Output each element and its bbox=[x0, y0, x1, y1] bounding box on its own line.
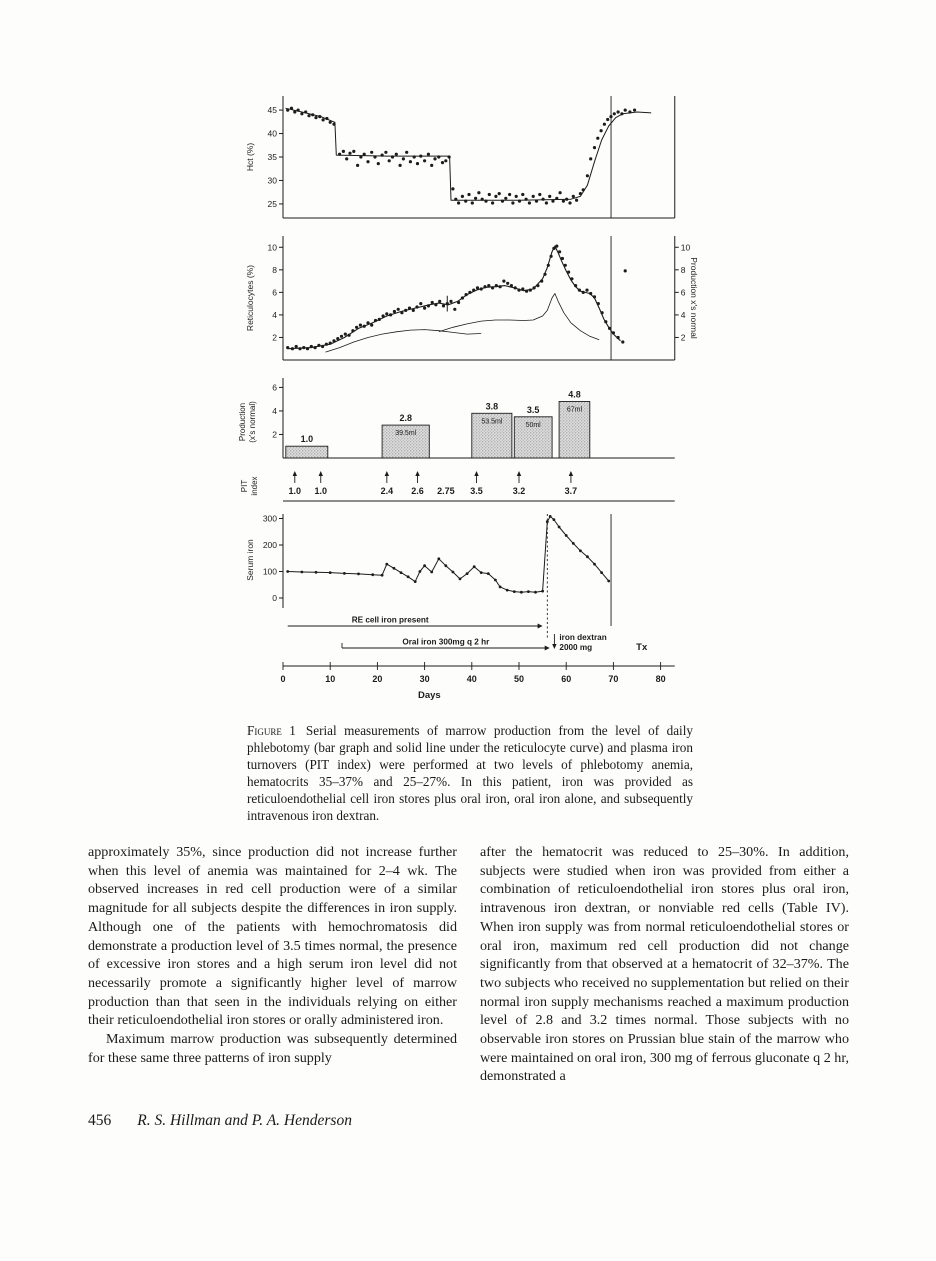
svg-text:20: 20 bbox=[372, 674, 383, 684]
svg-text:80: 80 bbox=[655, 674, 666, 684]
svg-text:2.4: 2.4 bbox=[380, 486, 394, 496]
svg-text:50ml: 50ml bbox=[525, 421, 541, 429]
svg-text:Days: Days bbox=[417, 690, 441, 701]
svg-text:(x's normal): (x's normal) bbox=[248, 401, 257, 443]
svg-text:70: 70 bbox=[608, 674, 619, 684]
svg-text:4: 4 bbox=[272, 309, 277, 320]
svg-text:Reticulocytes (%): Reticulocytes (%) bbox=[245, 264, 255, 332]
svg-text:39.5ml: 39.5ml bbox=[395, 430, 417, 438]
svg-text:2: 2 bbox=[680, 332, 686, 343]
svg-text:10: 10 bbox=[267, 242, 277, 253]
svg-text:6: 6 bbox=[680, 287, 686, 298]
figure-caption bbox=[247, 722, 693, 824]
svg-text:0: 0 bbox=[272, 593, 277, 603]
svg-text:Oral iron 300mg q 2 hr: Oral iron 300mg q 2 hr bbox=[402, 637, 490, 647]
svg-text:1.0: 1.0 bbox=[314, 486, 328, 496]
figure-1 bbox=[233, 90, 703, 715]
svg-text:100: 100 bbox=[262, 566, 277, 577]
svg-text:RE cell iron present: RE cell iron present bbox=[351, 615, 429, 625]
svg-text:10: 10 bbox=[325, 674, 336, 684]
figure-caption-text: Serial measurements of marrow production from the level of daily phlebotomy (bar graph and solid line under the reticulocyte curve) and plasma iron turnovers (PIT index) were performed at two levels of phlebotomy anemia, hematocrits 35–37% and 25–27%. In this patient, iron was provided as reticuloendothelial cell iron stores plus oral iron, oral iron alone, and subsequently intravenous iron dextran. bbox=[247, 723, 693, 823]
paragraph: Maximum marrow production was subsequently determined for these same three patterns of iron supply bbox=[88, 1031, 457, 1066]
svg-text:1.0: 1.0 bbox=[288, 486, 302, 496]
svg-text:Production: Production bbox=[238, 402, 247, 442]
svg-text:35: 35 bbox=[267, 152, 277, 162]
svg-text:iron dextran: iron dextran bbox=[559, 633, 607, 642]
svg-text:3.2: 3.2 bbox=[512, 486, 526, 496]
svg-text:3.7: 3.7 bbox=[564, 486, 578, 496]
svg-text:10: 10 bbox=[680, 242, 691, 253]
svg-text:Serum iron: Serum iron bbox=[245, 539, 255, 581]
svg-text:4: 4 bbox=[272, 405, 277, 416]
paragraph: after the hematocrit was reduced to 25–30%. In addition, subjects were studied when iron was provided from either a combination of reticuloendothelial iron stores plus oral iron, intravenous iron dextran, or nonviable red cells (Table IV). When iron supply was from normal reticuloendothelial stores or oral iron, maximum red cell production did not change significantly from that observed at a hematocrit of 32–37%. The two subjects who received no supplementation but relied on their normal iron supply mechanisms reached a maximum production level of 2.8 and 3.2 times normal. Those subjects with no observable iron stores on Prussian blue stain of the marrow who were maintained on oral iron, 300 mg of ferrous gluconate q 2 hr, demonstrated a bbox=[480, 844, 849, 1085]
page-footer bbox=[88, 1112, 352, 1130]
svg-text:Tx: Tx bbox=[636, 642, 648, 653]
svg-text:45: 45 bbox=[267, 105, 277, 116]
svg-text:50: 50 bbox=[513, 674, 525, 684]
svg-text:6: 6 bbox=[272, 382, 277, 393]
svg-text:60: 60 bbox=[561, 674, 572, 684]
paragraph: approximately 35%, since production did not increase further when this level of anemia was maintained for 2–4 wk. The observed increases in red cell production were of a similar magnitude for all subjects despite the differences in iron supply. Although one of the patients with hemochromatosis did demonstrate a production level of 3.5 times normal, the presence of excessive iron stores and a high serum iron level did not necessarily promote a significantly higher level of marrow production than that seen in the individuals relying on either their reticuloendothelial iron stores or orally administered iron. bbox=[88, 844, 457, 1029]
svg-text:40: 40 bbox=[267, 128, 277, 139]
running-authors: R. S. Hillman and P. A. Henderson bbox=[137, 1112, 352, 1129]
svg-text:200: 200 bbox=[262, 540, 277, 550]
figure-caption-label: Figure 1 bbox=[247, 723, 296, 738]
svg-text:6: 6 bbox=[272, 287, 277, 298]
svg-text:4: 4 bbox=[680, 309, 686, 320]
svg-text:3.5: 3.5 bbox=[526, 404, 540, 415]
svg-text:300: 300 bbox=[262, 513, 277, 524]
svg-text:0: 0 bbox=[280, 674, 286, 684]
svg-text:8: 8 bbox=[272, 264, 277, 275]
svg-text:2: 2 bbox=[272, 332, 277, 343]
svg-text:67ml: 67ml bbox=[566, 406, 583, 414]
svg-text:2.6: 2.6 bbox=[411, 486, 424, 496]
svg-text:30: 30 bbox=[267, 175, 277, 186]
svg-text:30: 30 bbox=[419, 674, 430, 684]
svg-text:8: 8 bbox=[680, 264, 686, 275]
svg-text:53.5ml: 53.5ml bbox=[481, 418, 503, 426]
svg-text:4.8: 4.8 bbox=[568, 389, 581, 400]
svg-text:index: index bbox=[250, 476, 259, 496]
svg-text:2: 2 bbox=[272, 429, 277, 440]
svg-text:2.75: 2.75 bbox=[437, 486, 455, 496]
svg-text:2.8: 2.8 bbox=[399, 413, 412, 424]
body-column-right bbox=[480, 843, 849, 1086]
svg-text:1.0: 1.0 bbox=[300, 434, 314, 445]
svg-text:PIT: PIT bbox=[240, 479, 249, 493]
figure-svg bbox=[233, 90, 703, 710]
svg-text:3.8: 3.8 bbox=[485, 401, 499, 412]
svg-text:Production x's normal: Production x's normal bbox=[689, 257, 699, 339]
svg-text:25: 25 bbox=[267, 198, 277, 209]
svg-text:Hct (%): Hct (%) bbox=[245, 142, 255, 172]
svg-text:3.5: 3.5 bbox=[470, 486, 483, 496]
body-column-left bbox=[88, 843, 457, 1067]
svg-text:2000 mg: 2000 mg bbox=[559, 643, 593, 652]
page-number: 456 bbox=[88, 1112, 112, 1129]
svg-text:40: 40 bbox=[466, 674, 477, 684]
